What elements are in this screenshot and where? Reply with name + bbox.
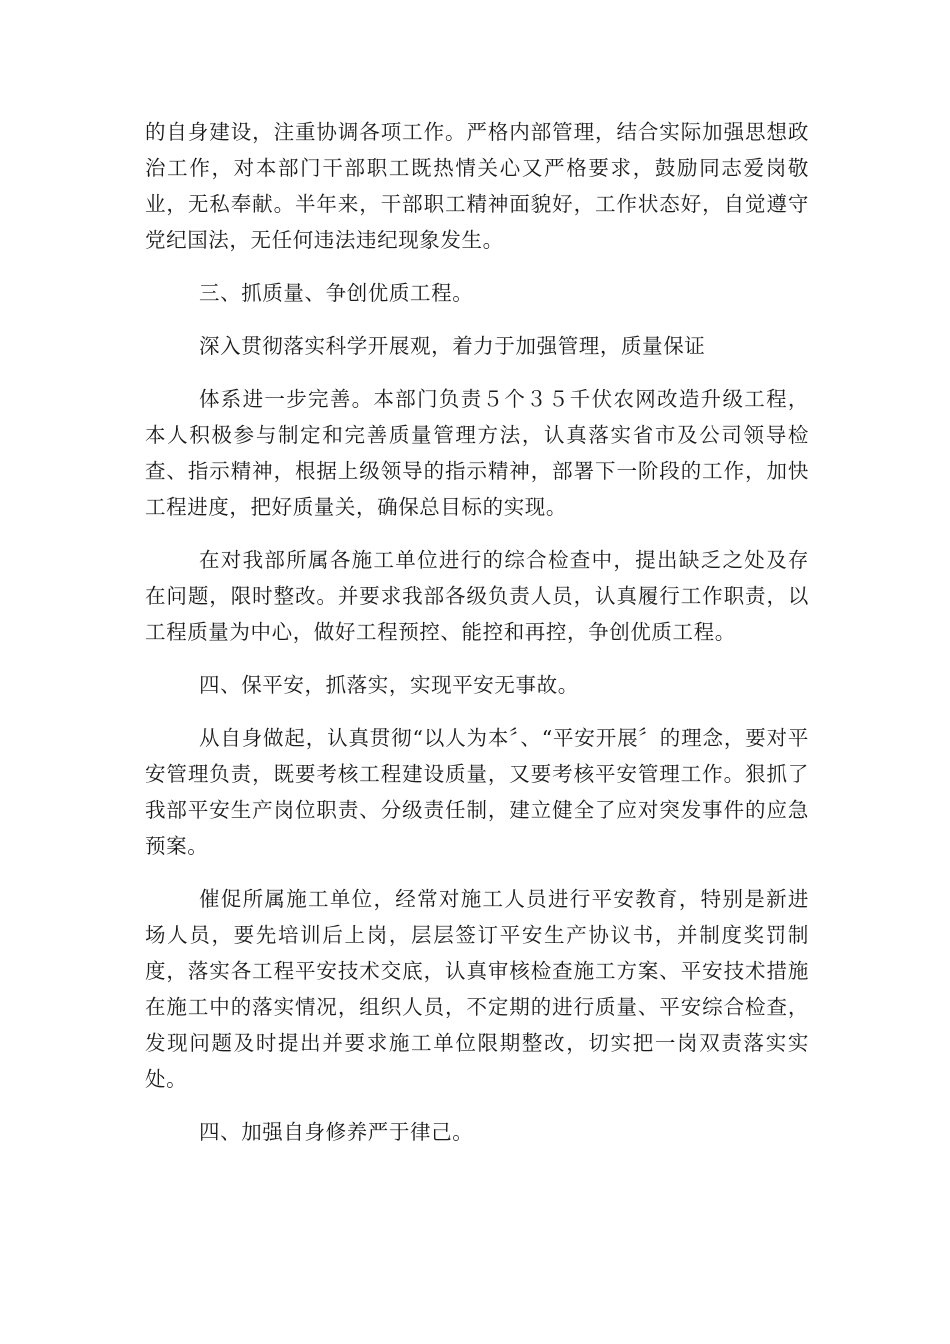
paragraph-inspection: 在对我部所属各施工单位进行的综合检查中，提出缺乏之处及存在问题，限时整改。并要求我部各级负责人员，认真履行工作职责，以工程质量为中心，做好工程预控、能控和再控，争创优质工程。 [145, 548, 809, 644]
paragraph-safety-education: 催促所属施工单位，经常对施工人员进行平安教育，特别是新进场人员，要先培训后上岗，层层签订平安生产协议书，并制度奖罚制度，落实各工程平安技术交底，认真审核检查施工方案、平安技术措施在施工中的落实情况，组织人员，不定期的进行质量、平安综合检查，发现问题及时提出并要求施工单位限期整改，切实把一岗双责落实实处。 [145, 887, 809, 1091]
paragraph-continuation: 的自身建设，注重协调各项工作。严格内部管理，结合实际加强思想政治工作，对本部门干部职工既热情关心又严格要求，鼓励同志爱岗敬业，无私奉献。半年来，干部职工精神面貌好，工作状态好，自觉遵守党纪国法，无任何违法违纪现象发生。 [145, 120, 809, 252]
section-heading-self-discipline: 四、加强自身修养严于律己。 [199, 1120, 474, 1144]
document-body [145, 114, 809, 1150]
section-heading-safety: 四、保平安，抓落实，实现平安无事故。 [199, 673, 579, 697]
paragraph-quality-intro: 深入贯彻落实科学开展观，着力于加强管理，质量保证 [199, 334, 706, 358]
paragraph-quality-system: 体系进一步完善。本部门负责５个３５千伏农网改造升级工程，本人积极参与制定和完善质量管理方法，认真落实省市及公司领导检查、指示精神，根据上级领导的指示精神，部署下一阶段的工作，加快工程进度，把好质量关，确保总目标的实现。 [145, 387, 809, 519]
paragraph-safety-management: 从自身做起，认真贯彻“以人为本〞、“平安开展〞的理念，要对平安管理负责，既要考核工程建设质量，又要考核平安管理工作。狠抓了我部平安生产岗位职责、分级责任制，建立健全了应对突发事件的应急预案。 [145, 726, 809, 858]
section-heading-quality: 三、抓质量、争创优质工程。 [199, 281, 474, 305]
